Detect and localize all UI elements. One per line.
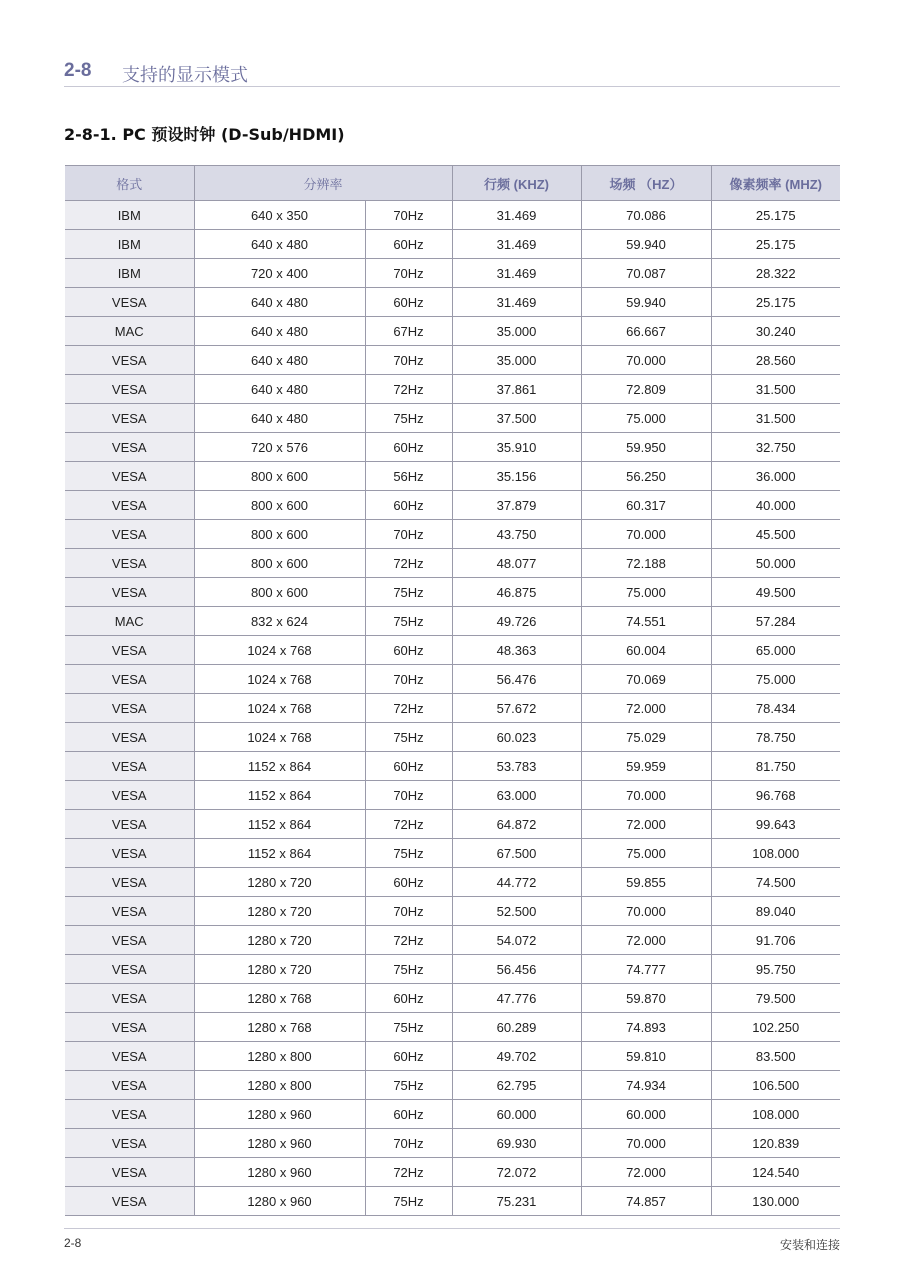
cell-v-freq: 72.000 <box>581 1158 711 1187</box>
cell-format: MAC <box>65 317 194 346</box>
table-row <box>65 491 840 520</box>
table-row <box>65 375 840 404</box>
cell-format: VESA <box>65 810 194 839</box>
cell-resolution: 1152 x 864 <box>194 810 365 839</box>
cell-resolution: 800 x 600 <box>194 462 365 491</box>
cell-pixel-clock: 83.500 <box>711 1042 840 1071</box>
table-header-row <box>65 166 840 201</box>
cell-v-freq: 59.959 <box>581 752 711 781</box>
cell-pixel-clock: 95.750 <box>711 955 840 984</box>
table-row <box>65 433 840 462</box>
cell-h-freq: 49.702 <box>452 1042 581 1071</box>
table-row <box>65 984 840 1013</box>
footer-page-number: 2-8 <box>64 1236 82 1250</box>
cell-v-freq: 75.000 <box>581 404 711 433</box>
cell-resolution: 1280 x 768 <box>194 984 365 1013</box>
cell-pixel-clock: 31.500 <box>711 375 840 404</box>
cell-format: VESA <box>65 781 194 810</box>
chapter-header <box>64 60 840 87</box>
cell-refresh: 75Hz <box>365 1187 452 1216</box>
cell-pixel-clock: 45.500 <box>711 520 840 549</box>
table-row <box>65 1071 840 1100</box>
cell-resolution: 640 x 480 <box>194 346 365 375</box>
table-row <box>65 549 840 578</box>
table-row <box>65 346 840 375</box>
cell-refresh: 60Hz <box>365 868 452 897</box>
cell-refresh: 70Hz <box>365 897 452 926</box>
cell-pixel-clock: 89.040 <box>711 897 840 926</box>
cell-refresh: 72Hz <box>365 549 452 578</box>
cell-h-freq: 53.783 <box>452 752 581 781</box>
cell-pixel-clock: 28.560 <box>711 346 840 375</box>
cell-format: VESA <box>65 1100 194 1129</box>
cell-v-freq: 66.667 <box>581 317 711 346</box>
cell-pixel-clock: 40.000 <box>711 491 840 520</box>
cell-refresh: 60Hz <box>365 491 452 520</box>
cell-h-freq: 67.500 <box>452 839 581 868</box>
cell-v-freq: 70.000 <box>581 1129 711 1158</box>
cell-h-freq: 44.772 <box>452 868 581 897</box>
cell-refresh: 60Hz <box>365 636 452 665</box>
cell-v-freq: 70.000 <box>581 897 711 926</box>
table-row <box>65 897 840 926</box>
cell-h-freq: 62.795 <box>452 1071 581 1100</box>
cell-h-freq: 60.289 <box>452 1013 581 1042</box>
cell-resolution: 1024 x 768 <box>194 694 365 723</box>
cell-refresh: 67Hz <box>365 317 452 346</box>
table-row <box>65 665 840 694</box>
cell-refresh: 70Hz <box>365 665 452 694</box>
cell-h-freq: 64.872 <box>452 810 581 839</box>
cell-v-freq: 59.870 <box>581 984 711 1013</box>
table-row <box>65 723 840 752</box>
cell-format: VESA <box>65 1129 194 1158</box>
cell-resolution: 1280 x 768 <box>194 1013 365 1042</box>
cell-pixel-clock: 65.000 <box>711 636 840 665</box>
cell-v-freq: 60.317 <box>581 491 711 520</box>
cell-h-freq: 37.861 <box>452 375 581 404</box>
cell-h-freq: 46.875 <box>452 578 581 607</box>
cell-pixel-clock: 28.322 <box>711 259 840 288</box>
table-row <box>65 578 840 607</box>
cell-resolution: 640 x 480 <box>194 317 365 346</box>
cell-pixel-clock: 36.000 <box>711 462 840 491</box>
cell-format: VESA <box>65 1158 194 1187</box>
cell-format: IBM <box>65 259 194 288</box>
cell-refresh: 75Hz <box>365 723 452 752</box>
cell-h-freq: 35.000 <box>452 346 581 375</box>
cell-pixel-clock: 102.250 <box>711 1013 840 1042</box>
cell-format: VESA <box>65 375 194 404</box>
display-modes-table-container <box>65 165 840 1216</box>
cell-h-freq: 35.156 <box>452 462 581 491</box>
cell-refresh: 60Hz <box>365 230 452 259</box>
cell-refresh: 75Hz <box>365 1013 452 1042</box>
cell-v-freq: 75.029 <box>581 723 711 752</box>
cell-v-freq: 59.810 <box>581 1042 711 1071</box>
cell-format: IBM <box>65 230 194 259</box>
cell-resolution: 1280 x 720 <box>194 955 365 984</box>
cell-resolution: 1024 x 768 <box>194 636 365 665</box>
cell-format: IBM <box>65 201 194 230</box>
cell-resolution: 1280 x 960 <box>194 1100 365 1129</box>
column-header-resolution: 分辨率 <box>194 166 452 201</box>
cell-h-freq: 75.231 <box>452 1187 581 1216</box>
cell-v-freq: 72.000 <box>581 810 711 839</box>
cell-format: VESA <box>65 984 194 1013</box>
chapter-number: 2-8 <box>64 60 92 81</box>
cell-pixel-clock: 96.768 <box>711 781 840 810</box>
cell-pixel-clock: 25.175 <box>711 230 840 259</box>
cell-v-freq: 70.086 <box>581 201 711 230</box>
cell-v-freq: 70.000 <box>581 346 711 375</box>
table-row <box>65 694 840 723</box>
cell-refresh: 60Hz <box>365 433 452 462</box>
table-row <box>65 1187 840 1216</box>
cell-refresh: 56Hz <box>365 462 452 491</box>
column-header-format: 格式 <box>65 166 194 201</box>
cell-pixel-clock: 30.240 <box>711 317 840 346</box>
cell-format: VESA <box>65 578 194 607</box>
cell-pixel-clock: 81.750 <box>711 752 840 781</box>
cell-v-freq: 74.777 <box>581 955 711 984</box>
cell-format: VESA <box>65 897 194 926</box>
cell-pixel-clock: 120.839 <box>711 1129 840 1158</box>
cell-refresh: 75Hz <box>365 955 452 984</box>
cell-refresh: 70Hz <box>365 259 452 288</box>
cell-refresh: 75Hz <box>365 404 452 433</box>
table-row <box>65 1129 840 1158</box>
cell-refresh: 70Hz <box>365 1129 452 1158</box>
cell-v-freq: 72.000 <box>581 694 711 723</box>
cell-h-freq: 37.879 <box>452 491 581 520</box>
cell-h-freq: 49.726 <box>452 607 581 636</box>
cell-h-freq: 57.672 <box>452 694 581 723</box>
table-row <box>65 781 840 810</box>
display-modes-table <box>65 165 840 1216</box>
cell-format: VESA <box>65 839 194 868</box>
table-row <box>65 868 840 897</box>
section-title: 2-8-1. PC 预设时钟 (D-Sub/HDMI) <box>64 125 345 144</box>
cell-refresh: 70Hz <box>365 520 452 549</box>
cell-format: VESA <box>65 955 194 984</box>
cell-pixel-clock: 32.750 <box>711 433 840 462</box>
cell-resolution: 800 x 600 <box>194 491 365 520</box>
cell-resolution: 1280 x 720 <box>194 868 365 897</box>
cell-h-freq: 35.000 <box>452 317 581 346</box>
cell-v-freq: 74.934 <box>581 1071 711 1100</box>
cell-h-freq: 63.000 <box>452 781 581 810</box>
cell-refresh: 75Hz <box>365 839 452 868</box>
cell-resolution: 1152 x 864 <box>194 781 365 810</box>
table-row <box>65 1013 840 1042</box>
cell-resolution: 640 x 480 <box>194 404 365 433</box>
cell-h-freq: 37.500 <box>452 404 581 433</box>
cell-resolution: 720 x 400 <box>194 259 365 288</box>
cell-h-freq: 56.456 <box>452 955 581 984</box>
cell-v-freq: 72.809 <box>581 375 711 404</box>
table-row <box>65 404 840 433</box>
cell-h-freq: 31.469 <box>452 288 581 317</box>
table-row <box>65 259 840 288</box>
cell-resolution: 640 x 350 <box>194 201 365 230</box>
cell-format: VESA <box>65 1187 194 1216</box>
footer-divider <box>64 1228 840 1229</box>
table-row <box>65 520 840 549</box>
cell-h-freq: 72.072 <box>452 1158 581 1187</box>
cell-resolution: 1280 x 800 <box>194 1042 365 1071</box>
cell-v-freq: 74.893 <box>581 1013 711 1042</box>
cell-format: VESA <box>65 404 194 433</box>
footer-section-name: 安装和连接 <box>779 1238 840 1252</box>
cell-v-freq: 60.000 <box>581 1100 711 1129</box>
cell-format: VESA <box>65 1013 194 1042</box>
cell-resolution: 1024 x 768 <box>194 665 365 694</box>
cell-h-freq: 56.476 <box>452 665 581 694</box>
table-row <box>65 636 840 665</box>
cell-refresh: 70Hz <box>365 781 452 810</box>
cell-resolution: 1280 x 800 <box>194 1071 365 1100</box>
cell-h-freq: 48.363 <box>452 636 581 665</box>
cell-h-freq: 69.930 <box>452 1129 581 1158</box>
cell-pixel-clock: 130.000 <box>711 1187 840 1216</box>
cell-h-freq: 60.000 <box>452 1100 581 1129</box>
cell-h-freq: 35.910 <box>452 433 581 462</box>
cell-refresh: 72Hz <box>365 1158 452 1187</box>
cell-format: VESA <box>65 752 194 781</box>
cell-v-freq: 74.551 <box>581 607 711 636</box>
cell-h-freq: 43.750 <box>452 520 581 549</box>
cell-resolution: 800 x 600 <box>194 549 365 578</box>
cell-pixel-clock: 91.706 <box>711 926 840 955</box>
cell-v-freq: 70.069 <box>581 665 711 694</box>
cell-v-freq: 59.940 <box>581 230 711 259</box>
cell-format: VESA <box>65 665 194 694</box>
cell-format: VESA <box>65 723 194 752</box>
cell-resolution: 1280 x 720 <box>194 897 365 926</box>
table-row <box>65 1100 840 1129</box>
cell-format: VESA <box>65 549 194 578</box>
cell-h-freq: 47.776 <box>452 984 581 1013</box>
cell-format: MAC <box>65 607 194 636</box>
table-row <box>65 839 840 868</box>
chapter-title: 支持的显示模式 <box>122 65 248 86</box>
column-header-v-freq: 场频 （HZ） <box>581 166 711 201</box>
cell-resolution: 800 x 600 <box>194 578 365 607</box>
cell-h-freq: 31.469 <box>452 230 581 259</box>
cell-h-freq: 54.072 <box>452 926 581 955</box>
cell-format: VESA <box>65 433 194 462</box>
cell-resolution: 1280 x 960 <box>194 1187 365 1216</box>
table-row <box>65 810 840 839</box>
cell-resolution: 720 x 576 <box>194 433 365 462</box>
cell-format: VESA <box>65 1071 194 1100</box>
cell-refresh: 72Hz <box>365 375 452 404</box>
cell-pixel-clock: 99.643 <box>711 810 840 839</box>
cell-pixel-clock: 31.500 <box>711 404 840 433</box>
table-row <box>65 317 840 346</box>
cell-format: VESA <box>65 520 194 549</box>
cell-format: VESA <box>65 491 194 520</box>
cell-refresh: 70Hz <box>365 346 452 375</box>
cell-pixel-clock: 50.000 <box>711 549 840 578</box>
cell-refresh: 72Hz <box>365 926 452 955</box>
cell-v-freq: 59.950 <box>581 433 711 462</box>
cell-v-freq: 75.000 <box>581 839 711 868</box>
cell-format: VESA <box>65 636 194 665</box>
cell-format: VESA <box>65 694 194 723</box>
cell-refresh: 75Hz <box>365 578 452 607</box>
cell-pixel-clock: 108.000 <box>711 1100 840 1129</box>
cell-pixel-clock: 25.175 <box>711 288 840 317</box>
cell-v-freq: 75.000 <box>581 578 711 607</box>
cell-h-freq: 52.500 <box>452 897 581 926</box>
cell-v-freq: 59.855 <box>581 868 711 897</box>
cell-resolution: 1280 x 960 <box>194 1158 365 1187</box>
cell-pixel-clock: 74.500 <box>711 868 840 897</box>
table-row <box>65 926 840 955</box>
cell-refresh: 60Hz <box>365 984 452 1013</box>
cell-v-freq: 70.000 <box>581 520 711 549</box>
column-header-h-freq: 行频 (KHZ) <box>452 166 581 201</box>
cell-pixel-clock: 49.500 <box>711 578 840 607</box>
cell-format: VESA <box>65 346 194 375</box>
cell-format: VESA <box>65 1042 194 1071</box>
cell-pixel-clock: 106.500 <box>711 1071 840 1100</box>
cell-refresh: 75Hz <box>365 607 452 636</box>
table-row <box>65 288 840 317</box>
cell-format: VESA <box>65 462 194 491</box>
cell-pixel-clock: 79.500 <box>711 984 840 1013</box>
table-row <box>65 462 840 491</box>
cell-pixel-clock: 75.000 <box>711 665 840 694</box>
cell-resolution: 832 x 624 <box>194 607 365 636</box>
cell-resolution: 640 x 480 <box>194 230 365 259</box>
cell-v-freq: 60.004 <box>581 636 711 665</box>
cell-v-freq: 70.000 <box>581 781 711 810</box>
cell-v-freq: 74.857 <box>581 1187 711 1216</box>
cell-refresh: 72Hz <box>365 694 452 723</box>
table-body <box>65 201 840 1216</box>
table-row <box>65 955 840 984</box>
cell-v-freq: 72.000 <box>581 926 711 955</box>
table-row <box>65 607 840 636</box>
table-row <box>65 1042 840 1071</box>
cell-format: VESA <box>65 288 194 317</box>
cell-pixel-clock: 78.434 <box>711 694 840 723</box>
cell-resolution: 1280 x 960 <box>194 1129 365 1158</box>
cell-refresh: 60Hz <box>365 1042 452 1071</box>
cell-resolution: 640 x 480 <box>194 288 365 317</box>
cell-pixel-clock: 108.000 <box>711 839 840 868</box>
cell-pixel-clock: 78.750 <box>711 723 840 752</box>
table-row <box>65 230 840 259</box>
cell-h-freq: 60.023 <box>452 723 581 752</box>
cell-pixel-clock: 25.175 <box>711 201 840 230</box>
cell-resolution: 1280 x 720 <box>194 926 365 955</box>
cell-refresh: 72Hz <box>365 810 452 839</box>
cell-resolution: 800 x 600 <box>194 520 365 549</box>
cell-v-freq: 59.940 <box>581 288 711 317</box>
cell-refresh: 60Hz <box>365 752 452 781</box>
column-header-pixel-clock: 像素频率 (MHZ) <box>711 166 840 201</box>
table-row <box>65 752 840 781</box>
cell-format: VESA <box>65 926 194 955</box>
cell-v-freq: 56.250 <box>581 462 711 491</box>
cell-format: VESA <box>65 868 194 897</box>
cell-h-freq: 31.469 <box>452 259 581 288</box>
table-row <box>65 201 840 230</box>
cell-resolution: 1024 x 768 <box>194 723 365 752</box>
cell-refresh: 60Hz <box>365 1100 452 1129</box>
cell-refresh: 75Hz <box>365 1071 452 1100</box>
cell-v-freq: 70.087 <box>581 259 711 288</box>
cell-h-freq: 48.077 <box>452 549 581 578</box>
cell-refresh: 60Hz <box>365 288 452 317</box>
cell-refresh: 70Hz <box>365 201 452 230</box>
cell-pixel-clock: 124.540 <box>711 1158 840 1187</box>
cell-v-freq: 72.188 <box>581 549 711 578</box>
cell-pixel-clock: 57.284 <box>711 607 840 636</box>
cell-h-freq: 31.469 <box>452 201 581 230</box>
cell-resolution: 1152 x 864 <box>194 752 365 781</box>
cell-resolution: 640 x 480 <box>194 375 365 404</box>
cell-resolution: 1152 x 864 <box>194 839 365 868</box>
table-row <box>65 1158 840 1187</box>
